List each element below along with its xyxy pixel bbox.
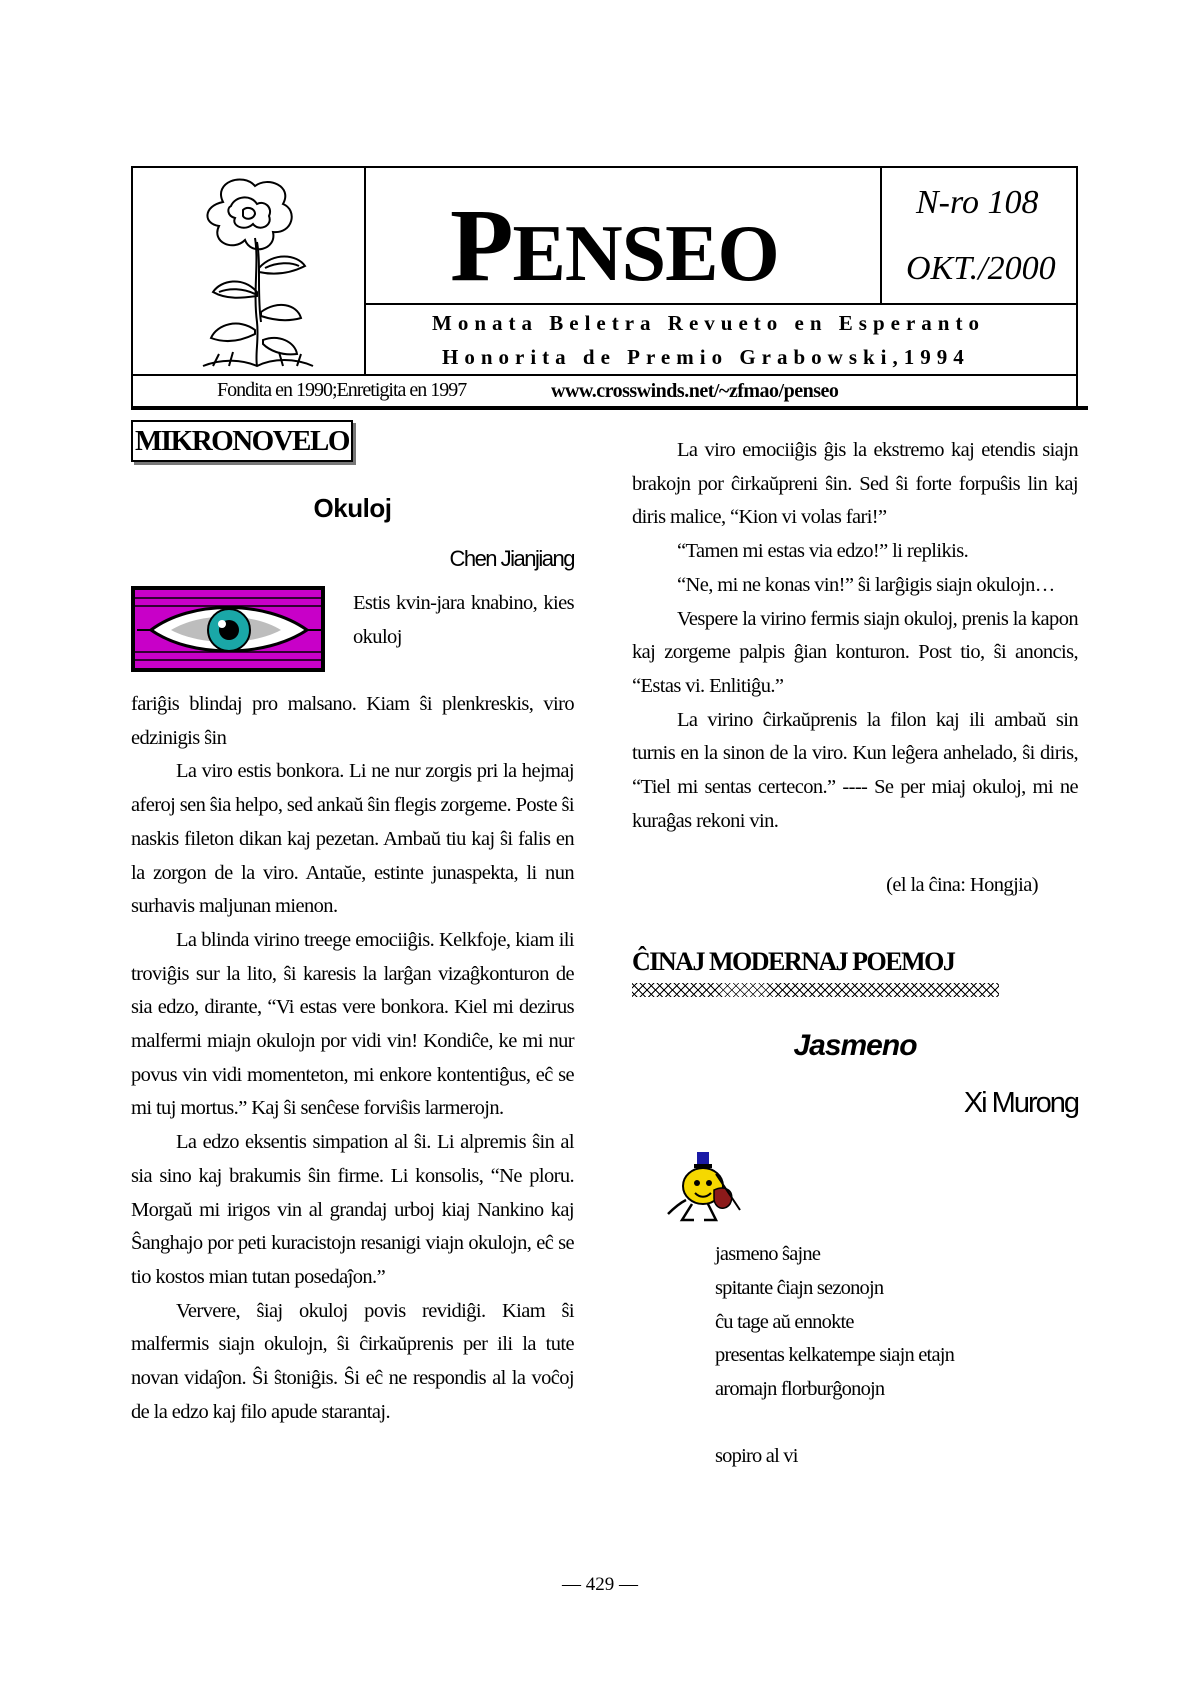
- poem-line: [715, 1407, 1078, 1441]
- poem-line: sopiro al vi: [715, 1445, 798, 1468]
- subtitle-cell: [366, 305, 1076, 374]
- issue-cell: [882, 168, 1076, 305]
- page-number: — 429 —: [562, 1574, 638, 1595]
- paragraph-1-beside-image: Estis kvin-jara knabino, kies okuloj: [353, 592, 574, 648]
- magazine-title: PENSEO: [450, 188, 779, 303]
- story-author: Chen Jianjiang: [449, 546, 574, 571]
- right-paragraph-3: “Ne, mi ne konas vin!” ŝi larĝigis siajn okulojn…: [677, 573, 1055, 596]
- issue-date: OKT./2000: [906, 250, 1056, 287]
- poem-line: jasmeno ŝajne: [715, 1243, 821, 1266]
- poem-line: aromajn florburĝonojn: [715, 1377, 885, 1400]
- issue-number: N-ro 108: [916, 184, 1039, 221]
- paragraph-5: Ververe, ŝiaj okuloj povis revidiĝi. Kiam ŝi malfermis siajn okulojn, ŝi ĉirkaŭprenis per ili la tute novan vidaĵon. Ŝi ŝtoniĝis. Ŝi eĉ ne respondis al la voĉoj de la edzo kaj filo apude starantaj.: [131, 1299, 574, 1423]
- flower-logo-icon: [173, 172, 323, 368]
- clown-violinist-icon: [664, 1150, 748, 1226]
- paragraph-2: La viro estis bonkora. Li ne nur zorgis pri la hejmaj aferoj sen ŝia helpo, sed ankaŭ ŝin flegis zorgeme. Poste ŝi naskis fileton dikan kaj pezetan. Ambaŭ tiu kaj ŝi falis en la zorgon de la viro. Antaŭe, estinte junaspekta, li nun surhavis maljunan mienon.: [131, 760, 574, 918]
- logo-cell: [133, 168, 366, 374]
- poem-body: [715, 1238, 1078, 1474]
- poem-line: presentas kelkatempe siajn etajn: [715, 1344, 955, 1367]
- story-title: Okuloj: [313, 493, 392, 523]
- zigzag-divider: [632, 983, 999, 997]
- translator-note: (el la ĉina: Hongjia): [886, 874, 1038, 897]
- right-paragraph-4: Vespere la virino fermis siajn okuloj, prenis la kapon kaj zorgeme palpis ĝian konturon. Post tio, ŝi anoncis, “Estas vi. Enlitiĝu.”: [632, 607, 1078, 697]
- poem-title: Jasmeno: [793, 1029, 917, 1063]
- right-paragraph-5: La virino ĉirkaŭprenis la filon kaj ili ambaŭ sin turnis en la sinon de la viro. Kun leĝera anhelado, ŝi diris, “Tiel mi sentas certecon.” ---- Se per miaj okuloj, mi ne kuraĝas rekoni vin.: [632, 708, 1078, 832]
- left-column: [131, 420, 574, 1429]
- paragraph-1: fariĝis blindaj pro malsano. Kiam ŝi plenkreskis, viro edzinigis ŝin: [131, 693, 574, 749]
- right-paragraph-1: La viro emociiĝis ĝis la ekstremo kaj etendis siajn brakojn por ĉirkaŭpreni ŝin. Sed ŝi forte forpuŝis lin kaj diris malice, “Kion vi volas fari!”: [632, 439, 1078, 529]
- right-paragraph-2: “Tamen mi estas via edzo!” li replikis.: [677, 540, 969, 563]
- section-heading-cinaj: ĈINAJ MODERNAJ POEMOJ: [632, 947, 955, 977]
- founded-note: Fondita en 1990;Enretigita en 1997: [217, 379, 467, 401]
- subtitle-line-1: Monata Beletra Revueto en Esperanto: [432, 311, 985, 335]
- paragraph-4: La edzo eksentis simpation al ŝi. Li alpremis ŝin al sia sino kaj brakumis ŝin firme. Li konsolis, “Ne ploru. Morgaŭ mi irigos vin al grandaj urboj kiaj Nankino kaj Ŝanghajo por peti kuracistojn resanigi viajn okulojn, eĉ se tio kostos mian tutan posedaĵon.”: [131, 1131, 574, 1288]
- masthead-rule: [131, 406, 1088, 410]
- poem-author: Xi Murong: [963, 1087, 1078, 1120]
- website-url[interactable]: www.crosswinds.net/~zfmao/penseo: [551, 380, 839, 402]
- eye-icon: [131, 586, 325, 672]
- poem-line: ĉu tage aŭ ennokte: [715, 1310, 854, 1333]
- paragraph-3: La blinda virino treege emociiĝis. Kelkfoje, kiam ili troviĝis sur la lito, ŝi karesis la larĝan vizaĝkonturon de sia edzo, dirante, “Vi estas vere bonkora. Kiel mi dezirus malfermi miajn okulojn por vidi vin! Kondiĉe, ke mi nur povus vin vidi momenteton, mi enkore kontentiĝus, eĉ se mi tuj mortus.” Kaj ŝi senĉese forviŝis larmerojn.: [131, 928, 574, 1120]
- masthead: [131, 166, 1078, 408]
- story-opening: [131, 586, 574, 688]
- right-column: [632, 420, 1078, 1474]
- section-heading-mikronovelo: MIKRONOVELO: [131, 420, 353, 462]
- title-cell: [366, 168, 882, 305]
- subtitle-line-2: Honorita de Premio Grabowski,1994: [442, 345, 970, 369]
- poem-line: spitante ĉiajn sezonojn: [715, 1276, 884, 1299]
- masthead-footer: [133, 374, 1076, 406]
